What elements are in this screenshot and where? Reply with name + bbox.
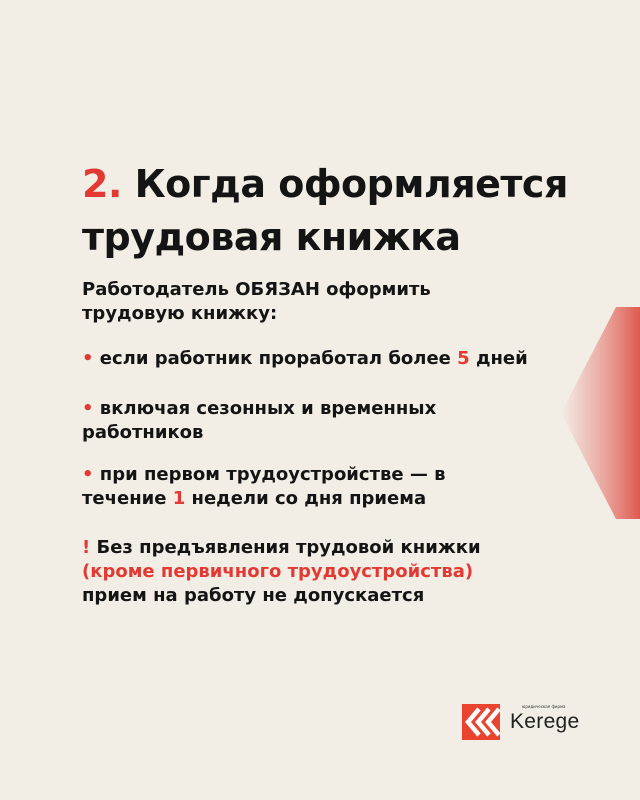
- bullet-icon: •: [82, 464, 94, 485]
- warning-note: ! Без предъявления трудовой книжки (кроме первичного трудоустройства) прием на работу не допускается: [82, 537, 481, 606]
- warning-exception: (кроме первичного трудоустройства): [82, 561, 474, 582]
- logo-chevrons-icon: [462, 704, 500, 740]
- list-item: • включая сезонных и временных работников: [82, 398, 437, 443]
- kerege-logo: [462, 704, 580, 740]
- list-item: • если работник проработал более 5 дней: [82, 348, 528, 369]
- logo-name: Kerege: [510, 710, 580, 733]
- bullet-icon: •: [82, 398, 94, 419]
- title-line-1: Когда оформляется: [134, 162, 568, 206]
- section-number: 2.: [82, 162, 122, 206]
- intro-text: Работодатель ОБЯЗАН оформить трудовую книжку:: [82, 279, 431, 324]
- highlight-number: 5: [457, 348, 470, 369]
- title-line-2: трудовая книжка: [82, 215, 461, 259]
- bullet-icon: •: [82, 348, 94, 369]
- exclamation-icon: !: [82, 537, 91, 558]
- logo-tagline: юридическая фирма: [522, 704, 566, 709]
- page-title: [82, 158, 568, 264]
- highlight-number: 1: [172, 488, 186, 509]
- list-item: • при первом трудоустройстве — в течение 1 недели со дня приема: [82, 464, 446, 509]
